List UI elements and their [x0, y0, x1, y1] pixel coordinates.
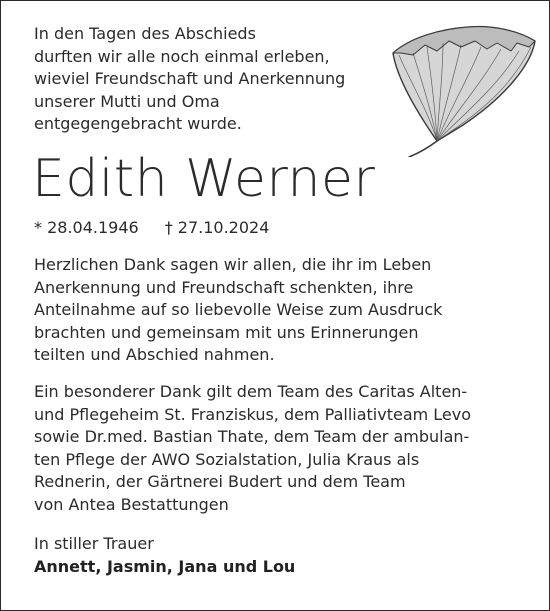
signers: Annett, Jasmin, Jana und Lou [34, 557, 296, 576]
paragraph-line: brachten und gemeinsam mit uns Erinnerungen [34, 322, 419, 342]
special-thanks-paragraph [34, 381, 534, 516]
paragraph-line: und Pflegeheim St. Franziskus, dem Palliativteam Levo [34, 404, 472, 424]
intro-line: unserer Mutti und Oma [34, 91, 220, 111]
paragraph-line: sowie Dr.med. Bastian Thate, dem Team der ambulan- [34, 427, 470, 446]
ginkgo-leaf-icon [389, 17, 539, 157]
birth-date: * 28.04.1946 [34, 218, 139, 237]
intro-line: durften wir alle noch einmal erleben, [34, 46, 330, 66]
paragraph-line: Rednerin, der Gärtnerei Budert und dem Team [34, 472, 406, 491]
paragraph-line: teilten und Abschied nahmen. [34, 345, 275, 364]
death-date: † 27.10.2024 [164, 218, 270, 237]
intro-line: wieviel Freundschaft und Anerkennung [34, 69, 346, 88]
life-dates [34, 217, 269, 239]
closing-phrase: In stiller Trauer [34, 534, 154, 553]
paragraph-line: von Antea Bestattungen [34, 494, 229, 514]
paragraph-line: Anteilnahme auf so liebevolle Weise zum Ausdruck [34, 300, 443, 319]
deceased-name: Edith Werner [32, 149, 376, 209]
intro-line: In den Tagen des Abschieds [34, 24, 256, 43]
intro-text [34, 23, 394, 136]
paragraph-line: Anerkennung und Freundschaft schenkten, ihre [34, 277, 414, 297]
paragraph-line: Herzlichen Dank sagen wir allen, die ihr im Leben [34, 255, 432, 274]
intro-line: entgegengebracht wurde. [34, 114, 242, 133]
thanks-paragraph [34, 254, 534, 367]
paragraph-line: Ein besonderer Dank gilt dem Team des Caritas Alten- [34, 382, 468, 401]
paragraph-line: ten Pflege der AWO Sozialstation, Julia Kraus als [34, 449, 420, 469]
